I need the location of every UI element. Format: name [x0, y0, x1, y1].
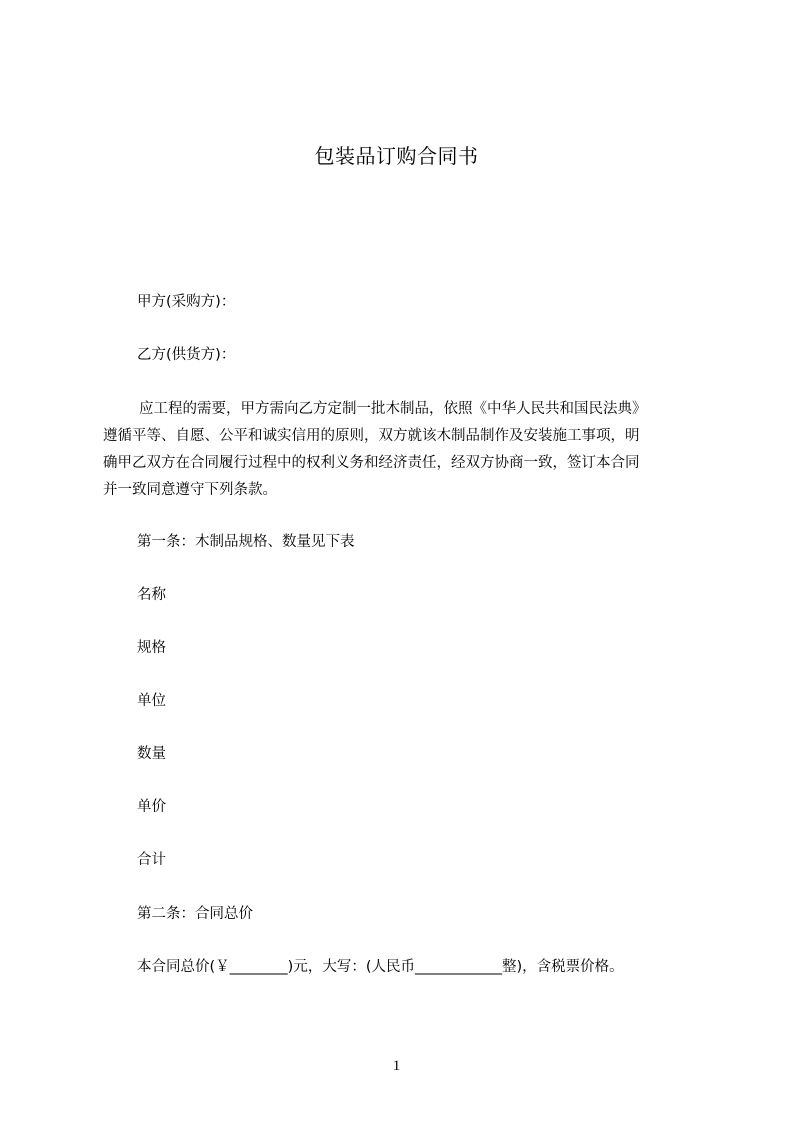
document-title: 包装品订购合同书: [314, 144, 479, 168]
party-a-label: 甲方(采购方)：: [137, 294, 236, 310]
intro-line: 遵循平等、自愿、公平和诚实信用的原则，双方就该木制品制作及安装施工事项，明: [103, 428, 640, 444]
total-price-line: 本合同总价(￥________)元，大写：(人民币____________整)，含税票价格。: [137, 959, 624, 975]
table-field-unit: 单位: [137, 693, 166, 709]
table-field-quantity: 数量: [137, 746, 166, 762]
party-b-label: 乙方(供货方)：: [137, 347, 236, 363]
table-field-total: 合计: [137, 852, 166, 868]
page-number: 1: [392, 1058, 401, 1074]
intro-line: 应工程的需要，甲方需向乙方定制一批木制品，依照《中华人民共和国民法典》: [139, 401, 647, 417]
intro-line: 并一致同意遵守下列条款。: [103, 482, 277, 498]
table-field-spec: 规格: [137, 640, 166, 656]
table-field-unit-price: 单价: [137, 799, 166, 815]
article-1-heading: 第一条：木制品规格、数量见下表: [137, 534, 355, 550]
intro-line: 确甲乙双方在合同履行过程中的权利义务和经济责任，经双方协商一致，签订本合同: [103, 455, 640, 471]
article-2-heading: 第二条：合同总价: [137, 906, 253, 922]
intro-paragraph: [103, 396, 699, 504]
table-field-name: 名称: [137, 587, 166, 603]
